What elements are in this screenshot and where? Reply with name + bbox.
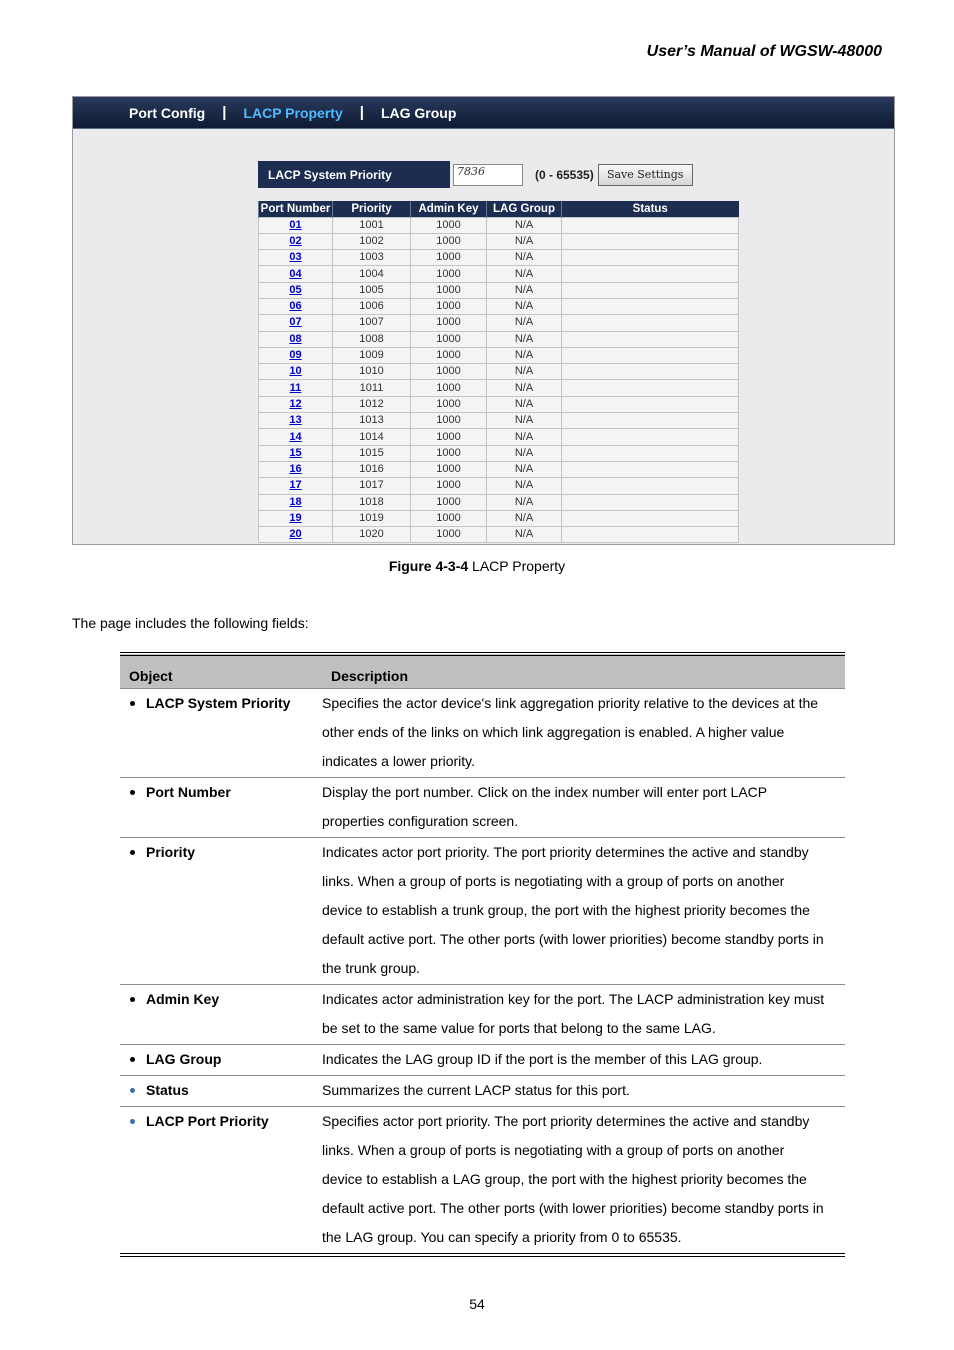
status-cell (562, 250, 739, 266)
port-row (259, 298, 739, 314)
port-row (259, 250, 739, 266)
field-row (120, 1075, 845, 1106)
field-description (322, 984, 845, 1044)
field-row (120, 837, 845, 984)
admin-key-cell: 1000 (411, 266, 487, 282)
lag-group-cell: N/A (487, 364, 562, 380)
port-number-link[interactable]: 16 (259, 461, 333, 477)
description-line: properties configuration screen. (322, 812, 519, 829)
status-cell (562, 298, 739, 314)
description-line: Specifies actor port priority. The port priority determines the active and standby (322, 1112, 810, 1129)
admin-key-cell: 1000 (411, 233, 487, 249)
admin-key-cell: 1000 (411, 527, 487, 543)
field-object: Admin Key (120, 984, 322, 1044)
port-number-link[interactable]: 13 (259, 413, 333, 429)
tab-port-config[interactable]: Port Config (129, 104, 206, 121)
field-row (120, 984, 845, 1044)
description-line: device to establish a trunk group, the port with the highest priority becomes the (322, 901, 810, 918)
lacp-property-screenshot (72, 96, 895, 545)
description-line: links. When a group of ports is negotiating with a group of ports on another (322, 872, 785, 889)
status-cell (562, 347, 739, 363)
priority-cell: 1002 (333, 233, 411, 249)
port-row (259, 413, 739, 429)
port-row (259, 266, 739, 282)
field-object: Status (120, 1075, 322, 1106)
page-number: 54 (469, 1296, 485, 1312)
lag-group-cell: N/A (487, 233, 562, 249)
lag-group-cell: N/A (487, 282, 562, 298)
port-number-link[interactable]: 10 (259, 364, 333, 380)
admin-key-cell: 1000 (411, 347, 487, 363)
port-row (259, 380, 739, 396)
description-header: Description (322, 654, 845, 688)
lag-group-cell: N/A (487, 347, 562, 363)
lag-group-cell: N/A (487, 445, 562, 461)
lag-group-cell: N/A (487, 510, 562, 526)
port-row (259, 478, 739, 494)
port-row (259, 396, 739, 412)
lag-group-cell: N/A (487, 266, 562, 282)
port-row (259, 527, 739, 543)
figure-caption (0, 558, 954, 574)
port-row (259, 461, 739, 477)
field-object: Port Number (120, 777, 322, 837)
port-number-link[interactable]: 04 (259, 266, 333, 282)
tab-lag-group[interactable]: LAG Group (380, 104, 457, 121)
admin-key-cell: 1000 (411, 413, 487, 429)
field-description (322, 1106, 845, 1255)
field-row (120, 688, 845, 777)
port-row (259, 445, 739, 461)
col-status: Status (562, 201, 739, 217)
priority-cell: 1013 (333, 413, 411, 429)
status-cell (562, 478, 739, 494)
port-row (259, 364, 739, 380)
figure-title: LACP Property (468, 558, 566, 574)
field-row (120, 1044, 845, 1075)
priority-cell: 1014 (333, 429, 411, 445)
port-number-link[interactable]: 20 (259, 527, 333, 543)
priority-cell: 1018 (333, 494, 411, 510)
admin-key-cell: 1000 (411, 396, 487, 412)
fields-table (120, 652, 845, 1257)
description-line: be set to the same value for ports that belong to the same LAG. (322, 1019, 716, 1036)
priority-cell: 1010 (333, 364, 411, 380)
status-cell (562, 282, 739, 298)
nav-separator: | (222, 104, 227, 121)
port-row (259, 510, 739, 526)
manual-header: User’s Manual of WGSW-48000 (646, 43, 882, 60)
port-row (259, 217, 739, 233)
description-line: Indicates actor administration key for the port. The LACP administration key must (322, 990, 825, 1007)
description-line: device to establish a LAG group, the port with the highest priority becomes the (322, 1170, 807, 1187)
admin-key-cell: 1000 (411, 364, 487, 380)
port-number-link[interactable]: 06 (259, 298, 333, 314)
status-cell (562, 217, 739, 233)
lag-group-cell: N/A (487, 315, 562, 331)
description-line: Indicates actor port priority. The port priority determines the active and standby (322, 843, 809, 860)
priority-cell: 1016 (333, 461, 411, 477)
intro-text: The page includes the following fields: (72, 615, 309, 631)
priority-cell: 1001 (333, 217, 411, 233)
description-line: other ends of the links on which link aggregation is enabled. A higher value (322, 723, 785, 740)
admin-key-cell: 1000 (411, 510, 487, 526)
save-settings-button[interactable]: Save Settings (598, 164, 693, 186)
description-line: links. When a group of ports is negotiating with a group of ports on another (322, 1141, 785, 1158)
status-cell (562, 527, 739, 543)
priority-cell: 1012 (333, 396, 411, 412)
system-priority-label: LACP System Priority (258, 161, 450, 188)
field-description (322, 1075, 845, 1106)
port-number-link[interactable]: 12 (259, 396, 333, 412)
port-number-link[interactable]: 15 (259, 445, 333, 461)
priority-cell: 1008 (333, 331, 411, 347)
priority-cell: 1007 (333, 315, 411, 331)
port-row (259, 282, 739, 298)
system-priority-row (258, 161, 693, 188)
port-number-link[interactable]: 19 (259, 510, 333, 526)
lag-group-cell: N/A (487, 396, 562, 412)
port-row (259, 233, 739, 249)
priority-cell: 1011 (333, 380, 411, 396)
figure-number: Figure 4-3-4 (388, 558, 469, 574)
col-port-number: Port Number (259, 201, 333, 217)
field-object: LAG Group (120, 1044, 322, 1075)
port-number-link[interactable]: 14 (259, 429, 333, 445)
admin-key-cell: 1000 (411, 461, 487, 477)
lag-group-cell: N/A (487, 527, 562, 543)
field-row (120, 1106, 845, 1255)
status-cell (562, 413, 739, 429)
status-cell (562, 445, 739, 461)
description-line: the trunk group. (322, 959, 421, 976)
lag-group-cell: N/A (487, 494, 562, 510)
status-cell (562, 429, 739, 445)
field-description (322, 688, 845, 777)
priority-cell: 1019 (333, 510, 411, 526)
description-line: indicates a lower priority. (322, 752, 476, 769)
port-row (259, 494, 739, 510)
description-line: the LAG group. You can specify a priority from 0 to 65535. (322, 1228, 682, 1245)
admin-key-cell: 1000 (411, 282, 487, 298)
port-number-link[interactable]: 05 (259, 282, 333, 298)
port-number-link[interactable]: 07 (259, 315, 333, 331)
admin-key-cell: 1000 (411, 380, 487, 396)
admin-key-cell: 1000 (411, 445, 487, 461)
description-line: default active port. The other ports (with lower priorities) become standby ports in (322, 1199, 824, 1216)
port-number-link[interactable]: 17 (259, 478, 333, 494)
status-cell (562, 494, 739, 510)
admin-key-cell: 1000 (411, 298, 487, 314)
lag-group-cell: N/A (487, 429, 562, 445)
priority-cell: 1004 (333, 266, 411, 282)
priority-cell: 1020 (333, 527, 411, 543)
port-number-link[interactable]: 01 (259, 217, 333, 233)
field-object: Priority (120, 837, 322, 984)
admin-key-cell: 1000 (411, 429, 487, 445)
port-number-link[interactable]: 08 (259, 331, 333, 347)
admin-key-cell: 1000 (411, 494, 487, 510)
priority-cell: 1017 (333, 478, 411, 494)
description-line: Indicates the LAG group ID if the port is the member of this LAG group. (322, 1050, 763, 1067)
port-table-header (259, 201, 739, 217)
nav-separator: | (359, 104, 364, 121)
system-priority-input[interactable]: 7836 (453, 164, 523, 186)
admin-key-cell: 1000 (411, 217, 487, 233)
system-priority-range: (0 - 65535) (535, 167, 594, 182)
status-cell (562, 331, 739, 347)
admin-key-cell: 1000 (411, 250, 487, 266)
lag-group-cell: N/A (487, 217, 562, 233)
status-cell (562, 315, 739, 331)
lag-group-cell: N/A (487, 298, 562, 314)
status-cell (562, 461, 739, 477)
port-number-link[interactable]: 11 (259, 380, 333, 396)
port-row (259, 315, 739, 331)
field-object: LACP System Priority (120, 688, 322, 777)
description-line: Summarizes the current LACP status for this port. (322, 1081, 630, 1098)
object-header: Object (120, 654, 322, 688)
priority-cell: 1005 (333, 282, 411, 298)
field-description (322, 837, 845, 984)
field-description (322, 1044, 845, 1075)
col-lag-group: LAG Group (487, 201, 562, 217)
priority-cell: 1015 (333, 445, 411, 461)
col-priority: Priority (333, 201, 411, 217)
field-description (322, 777, 845, 837)
top-nav (73, 97, 894, 129)
port-number-link[interactable]: 09 (259, 347, 333, 363)
priority-cell: 1006 (333, 298, 411, 314)
lag-group-cell: N/A (487, 331, 562, 347)
lag-group-cell: N/A (487, 380, 562, 396)
status-cell (562, 510, 739, 526)
status-cell (562, 364, 739, 380)
port-number-link[interactable]: 02 (259, 233, 333, 249)
port-row (259, 347, 739, 363)
description-line: default active port. The other ports (with lower priorities) become standby ports in (322, 930, 824, 947)
priority-cell: 1003 (333, 250, 411, 266)
admin-key-cell: 1000 (411, 315, 487, 331)
status-cell (562, 396, 739, 412)
status-cell (562, 266, 739, 282)
col-admin-key: Admin Key (411, 201, 487, 217)
port-number-link[interactable]: 03 (259, 250, 333, 266)
description-line: Display the port number. Click on the index number will enter port LACP (322, 783, 768, 800)
tab-lacp-property[interactable]: LACP Property (243, 104, 343, 121)
lag-group-cell: N/A (487, 478, 562, 494)
field-row (120, 777, 845, 837)
port-table (258, 201, 739, 543)
status-cell (562, 233, 739, 249)
field-object: LACP Port Priority (120, 1106, 322, 1255)
lag-group-cell: N/A (487, 461, 562, 477)
lag-group-cell: N/A (487, 413, 562, 429)
port-number-link[interactable]: 18 (259, 494, 333, 510)
priority-cell: 1009 (333, 347, 411, 363)
port-row (259, 429, 739, 445)
port-row (259, 331, 739, 347)
status-cell (562, 380, 739, 396)
admin-key-cell: 1000 (411, 331, 487, 347)
admin-key-cell: 1000 (411, 478, 487, 494)
description-line: Specifies the actor device's link aggregation priority relative to the devices at the (322, 694, 819, 711)
lag-group-cell: N/A (487, 250, 562, 266)
